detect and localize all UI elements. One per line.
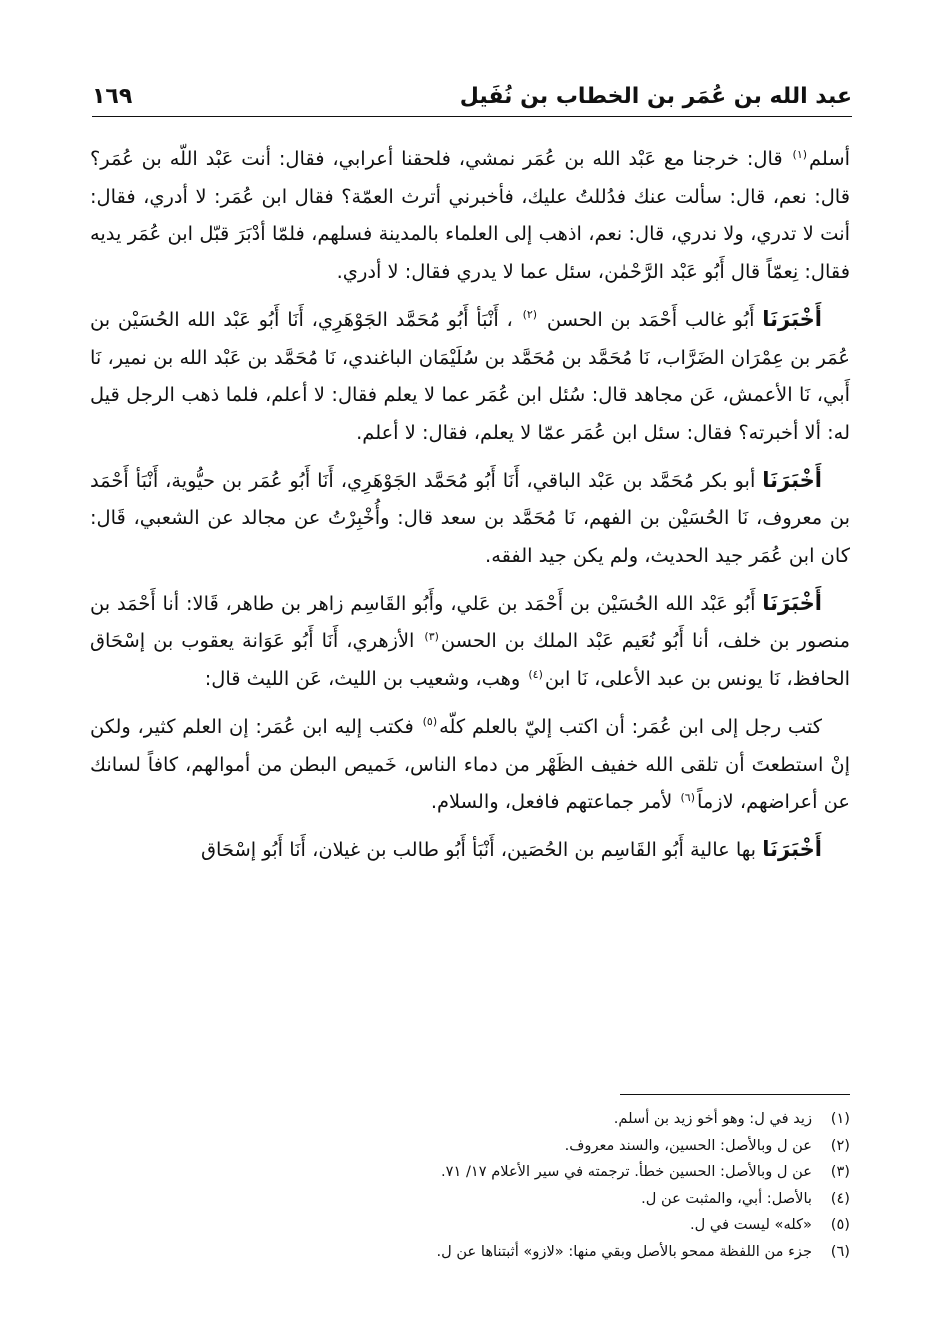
paragraph bbox=[90, 708, 850, 821]
footnote-ref: (٤) bbox=[528, 667, 543, 681]
footnote-number: (٦) bbox=[830, 1242, 850, 1260]
text-run: ، أَنْبَأ أَبُو مُحَمَّد الجَوْهَرِي، أَنَا أَبُو عَبْد الله الحُسَيْن بن عُمَر بن عِمْرَان الضَرَّاب، نَا مُحَمَّد بن مُحَمَّد بن سُلَيْمَان الباغندي، نَا مُحَمَّد بن عَبْد الله بن نمير، نَا أَبي، نَا الأعمش، عَن مجاهد قال: سُئل ابن عُمَر عما لا يعلم فقال: لا أعلم، فلما ذهب الرجل قيل له: ألا أخبرته؟ فقال: سئل ابن عُمَر عمّا لا يعلم، فقال: لا أعلم. bbox=[90, 307, 850, 444]
footnote-item bbox=[100, 1186, 850, 1213]
text-run: كتب رجل إلى ابن عُمَر: أن اكتب إليّ بالعلم كلّه bbox=[439, 714, 822, 738]
footnote-item bbox=[100, 1239, 850, 1266]
main-text bbox=[90, 140, 850, 879]
footnote-number: (١) bbox=[830, 1110, 850, 1127]
paragraph bbox=[90, 585, 850, 698]
text-run: أَبُو غالب أَحْمَد بن الحسن bbox=[539, 307, 763, 331]
footnote-ref: (١) bbox=[792, 147, 808, 161]
footnote-text: جزء من اللفظة ممحو بالأصل وبقي منها: «لازو» أثبتناها عن ل. bbox=[436, 1242, 812, 1260]
footnote-item bbox=[100, 1133, 850, 1160]
footnote-number: (٥) bbox=[830, 1216, 850, 1234]
paragraph bbox=[90, 831, 850, 869]
paragraph-lead: أَخْبَرَنَا bbox=[762, 467, 822, 492]
text-run: بها عالية أَبُو القَاسِم بن الحُصَين، أَنْبَأ أَبُو طالب بن غيلان، أَنَا أَبُو إسْحَاق bbox=[201, 837, 763, 861]
paragraph bbox=[90, 301, 850, 452]
paragraph-lead: أَخْبَرَنَا bbox=[762, 836, 822, 861]
text-run: فكتب إليه ابن عُمَر: إن العلم كثير، ولكن إنْ استطعتَ أن تلقى الله خفيف الظَهْر من دماء الناس، خَميص البطن من أموالهم، كافاً لسانك عن أعراضهم، لازماً bbox=[90, 714, 850, 814]
footnote-ref: (٢) bbox=[522, 308, 538, 322]
paragraph bbox=[90, 462, 850, 575]
text-run: قال: خرجنا مع عَبْد الله بن عُمَر نمشي، فلحقنا أعرابي، فقال: أنت عَبْد اللّه بن عُمَر؟ قال: نعم، قال: سألت عنك فدُللتُ عليك، فأخبرني أترث العمّة؟ فقال ابن عُمَر: لا أدري، فقال: أنت لا تدري، ولا ندري، قال: نعم، اذهب إلى العلماء بالمدينة فسلهم، فلمّا أدْبَرَ قبّل ابن عُمَر يديه فقال: نِعمّاً قال أَبُو عَبْد الرَّحْمٰن، سئل عما لا يدري فقال: لا أدري. bbox=[90, 147, 850, 284]
footnote-text: عن ل وبالأصل: الحسين، والسند معروف. bbox=[564, 1136, 812, 1154]
footnote-number: (٣) bbox=[830, 1163, 850, 1181]
footnote-text: عن ل وبالأصل: الحسين خطأ. ترجمته في سير الأعلام ١٧/ ٧١. bbox=[441, 1163, 812, 1181]
page-number: ١٦٩ bbox=[92, 84, 133, 109]
footnote-text: «كله» ليست في ل. bbox=[690, 1216, 812, 1234]
paragraph-lead: أَخْبَرَنَا bbox=[762, 590, 822, 615]
text-run: أبو بكر مُحَمَّد بن عَبْد الباقي، أَنَا أَبُو مُحَمَّد الجَوْهَرِي، أَنَا أَبُو عُمَر بن حيُّوية، أَنْبَأ أَحْمَد بن معروف، نَا الحُسَيْن بن الفهم، نَا مُحَمَّد بن سعد قال: وأُخْبِرْتُ عن مجالد عن الشعبي، قَال: كان ابن عُمَر جيد الحديث، ولم يكن جيد الفقه. bbox=[90, 468, 850, 568]
footnote-text: زيد في ل: وهو أخو زيد بن أسلم. bbox=[613, 1110, 812, 1127]
paragraph-lead: أَخْبَرَنَا bbox=[762, 306, 822, 331]
paragraph bbox=[90, 140, 850, 291]
text-run: لأمر جماعتهم فافعل، والسلام. bbox=[430, 790, 679, 814]
footnote-text: بالأصل: أبي، والمثبت عن ل. bbox=[641, 1189, 812, 1207]
footnote-item bbox=[100, 1212, 850, 1239]
text-run: وهب، وشعيب بن الليث، عَن الليث قال: bbox=[204, 667, 527, 691]
footnote-ref: (٥) bbox=[422, 715, 438, 729]
text-run: أسلم bbox=[809, 147, 850, 170]
footnote-item bbox=[100, 1159, 850, 1186]
footnote-number: (٤) bbox=[830, 1189, 850, 1207]
footnote-separator bbox=[620, 1094, 850, 1095]
page-header bbox=[92, 72, 852, 117]
footnote-ref: (٦) bbox=[680, 790, 695, 804]
text-run: أَبُو عَبْد الله الحُسَيْن بن أَحْمَد بن عَلي، وأَبُو القَاسِم زاهر بن طاهر، قَالا: أنا أَحْمَد بن منصور بن خلف، أنا أَبُو نُعَيم عَبْد الملك بن الحسن bbox=[90, 591, 850, 653]
footnotes bbox=[100, 1106, 850, 1266]
running-title: عبد الله بن عُمَر بن الخطاب بن نُفَيل bbox=[459, 84, 852, 109]
text-run: الأزهري، أَنَا أَبُو عَوَانة يعقوب بن إسْحَاق الحافظ، نَا يونس بن عبد الأعلى، نَا ابن bbox=[90, 629, 850, 691]
footnote-item bbox=[100, 1106, 850, 1133]
footnote-ref: (٣) bbox=[424, 629, 439, 643]
footnote-number: (٢) bbox=[830, 1136, 850, 1154]
